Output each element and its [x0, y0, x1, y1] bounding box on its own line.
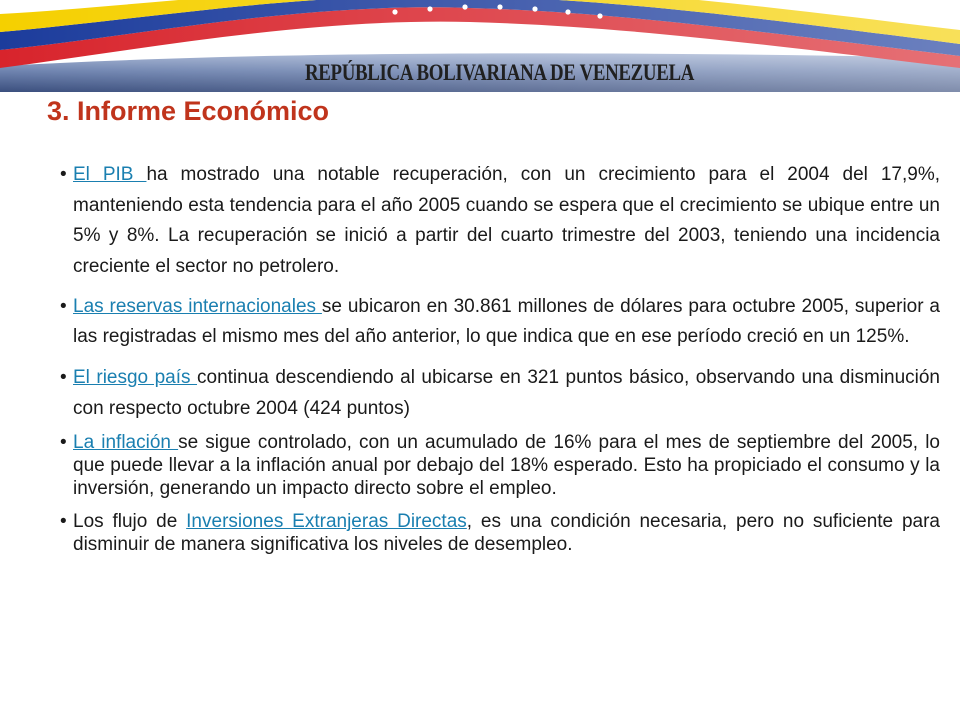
- link-riesgo-pais[interactable]: El riesgo país: [73, 367, 198, 388]
- link-reservas-internacionales[interactable]: Las reservas internacionales: [73, 296, 322, 317]
- bullet-item-riesgo-pais: [60, 362, 940, 424]
- bullet-text: El riesgo país continua descendiendo al ubicarse en 321 puntos básico, observando una disminución con respecto octubre 2004 (424 puntos): [73, 367, 940, 419]
- bullet-dot: •: [60, 432, 67, 453]
- link-inflacion[interactable]: La inflación: [73, 432, 179, 453]
- link-pib[interactable]: El PIB: [73, 164, 147, 185]
- bullet-text: Los flujo de Inversiones Extranjeras Directas, es una condición necesaria, pero no suficiente para disminuir de manera significativa los niveles de desempleo.: [73, 511, 940, 555]
- bullet-text: Las reservas internacionales se ubicaron en 30.861 millones de dólares para octubre 2005, superior a las registradas el mismo mes del año anterior, lo que indica que en ese período creció en un 125%.: [73, 296, 941, 347]
- bullet-dot: •: [60, 511, 67, 532]
- bullet-dot: •: [60, 296, 67, 317]
- link-inversiones-extranjeras[interactable]: Inversiones Extranjeras Directas: [186, 511, 467, 532]
- bullet-item-pib: [60, 160, 940, 282]
- bullet-text: La inflación se sigue controlado, con un acumulado de 16% para el mes de septiembre del 2005, lo que puede llevar a la inflación anual por debajo del 18% esperado. Esto ha propiciado el consumo y la inversión, generando un impacto directo sobre el empleo.: [73, 432, 940, 499]
- bullet-text: El PIB ha mostrado una notable recuperación, con un crecimiento para el 2004 del 17,9%, manteniendo esta tendencia para el año 2005 cuando se espera que el crecimiento se ubique entre un 5% y 8%. La recuperación se inició a partir del cuarto trimestre del 2003, teniendo una incidencia creciente el sector no petrolero.: [73, 164, 941, 277]
- header-banner: [0, 0, 960, 95]
- bullet-item-inversiones: [60, 510, 940, 556]
- bullet-dot: •: [60, 367, 67, 388]
- banner-title: REPÚBLICA BOLIVARIANA DE VENEZUELA: [305, 60, 695, 85]
- bullet-dot: •: [60, 164, 67, 185]
- bullet-list: [60, 160, 940, 556]
- bullet-item-reservas: [60, 292, 940, 352]
- page-title: 3. Informe Económico: [47, 96, 330, 126]
- bullet-item-inflacion: [60, 431, 940, 500]
